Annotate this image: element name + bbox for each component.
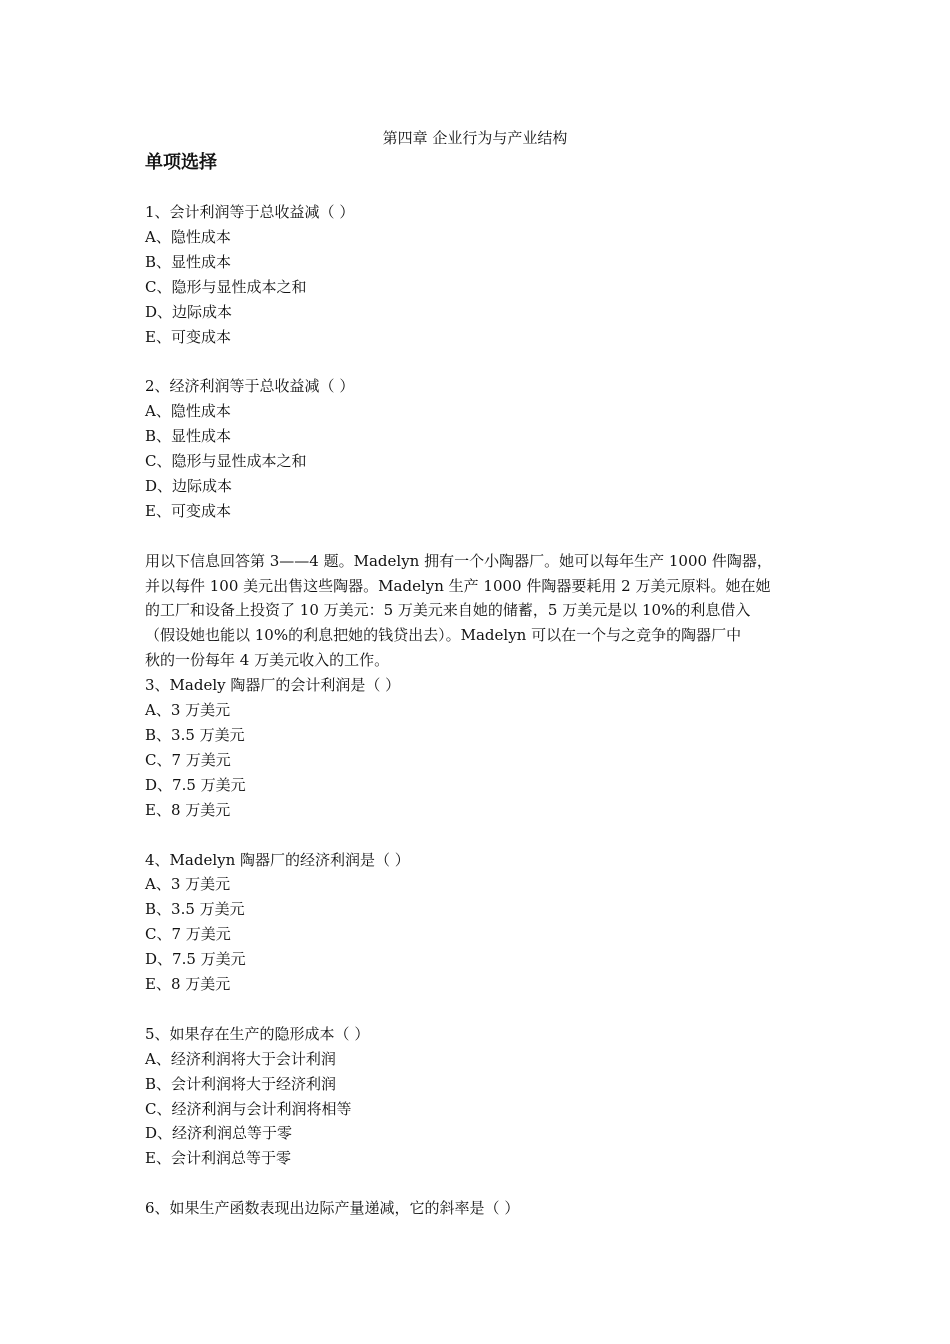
option-a: A、3 万美元 <box>145 701 231 720</box>
option-d: D、7.5 万美元 <box>145 775 246 794</box>
document-body <box>145 200 805 1221</box>
option-e: E、会计利润总等于零 <box>145 1149 291 1168</box>
option-d: D、经济利润总等于零 <box>145 1124 293 1143</box>
option-a: A、隐性成本 <box>145 227 231 246</box>
info-line: 秋的一份每年 4 万美元收入的工作。 <box>145 651 390 670</box>
option-b: B、3.5 万美元 <box>145 900 245 919</box>
question-stem: 3、Madely 陶器厂的会计利润是（ ） <box>145 676 401 695</box>
blank-line <box>145 1171 805 1196</box>
blank-line <box>145 349 805 374</box>
chapter-title: 第四章 企业行为与产业结构 <box>382 129 568 147</box>
question-3 <box>145 673 805 822</box>
info-line: （假设她也能以 10%的利息把她的钱贷出去）。Madelyn 可以在一个与之竞争的陶器厂中 <box>145 626 742 645</box>
question-2 <box>145 374 805 523</box>
blank-line <box>145 524 805 549</box>
section-heading: 单项选择 <box>145 152 217 173</box>
option-c: C、7 万美元 <box>145 925 231 944</box>
question-1 <box>145 200 805 349</box>
option-a: A、经济利润将大于会计利润 <box>145 1049 336 1068</box>
option-a: A、3 万美元 <box>145 875 231 894</box>
option-b: B、会计利润将大于经济利润 <box>145 1074 337 1093</box>
option-b: B、3.5 万美元 <box>145 726 245 744</box>
question-4 <box>145 848 805 997</box>
option-c: C、隐形与显性成本之和 <box>145 277 307 296</box>
info-line: 用以下信息回答第 3——4 题。Madelyn 拥有一个小陶器厂。她可以每年生产 1000 件陶器， <box>145 551 772 570</box>
option-e: E、8 万美元 <box>145 975 231 994</box>
question-stem: 6、如果生产函数表现出边际产量递减，它的斜率是（ ） <box>145 1199 520 1218</box>
option-c: C、隐形与显性成本之和 <box>145 452 307 471</box>
blank-line <box>145 997 805 1022</box>
info-line: 并以每件 100 美元出售这些陶器。Madelyn 生产 1000 件陶器要耗用 2 万美元原料。她在她 <box>145 576 771 595</box>
question-stem: 1、会计利润等于总收益减（ ） <box>145 203 355 221</box>
option-b: B、显性成本 <box>145 252 232 271</box>
option-d: D、边际成本 <box>145 476 233 495</box>
option-e: E、可变成本 <box>145 501 231 520</box>
question-stem: 5、如果存在生产的隐形成本（ ） <box>145 1024 370 1043</box>
question-stem: 2、经济利润等于总收益减（ ） <box>145 377 355 396</box>
option-d: D、边际成本 <box>145 302 233 321</box>
option-c: C、7 万美元 <box>145 750 231 769</box>
blank-line <box>145 823 805 848</box>
question-5 <box>145 1022 805 1171</box>
option-e: E、8 万美元 <box>145 800 231 819</box>
option-a: A、隐性成本 <box>145 402 231 421</box>
question-stem: 4、Madelyn 陶器厂的经济利润是（ ） <box>145 850 410 869</box>
option-d: D、7.5 万美元 <box>145 950 246 969</box>
option-e: E、可变成本 <box>145 327 231 346</box>
info-line: 的工厂和设备上投资了 10 万美元：5 万美元来自她的储蓄，5 万美元是以 10%的利息借入 <box>145 601 751 620</box>
info-paragraph <box>145 549 805 674</box>
option-b: B、显性成本 <box>145 427 232 446</box>
question-6 <box>145 1196 805 1221</box>
option-c: C、经济利润与会计利润将相等 <box>145 1099 352 1118</box>
